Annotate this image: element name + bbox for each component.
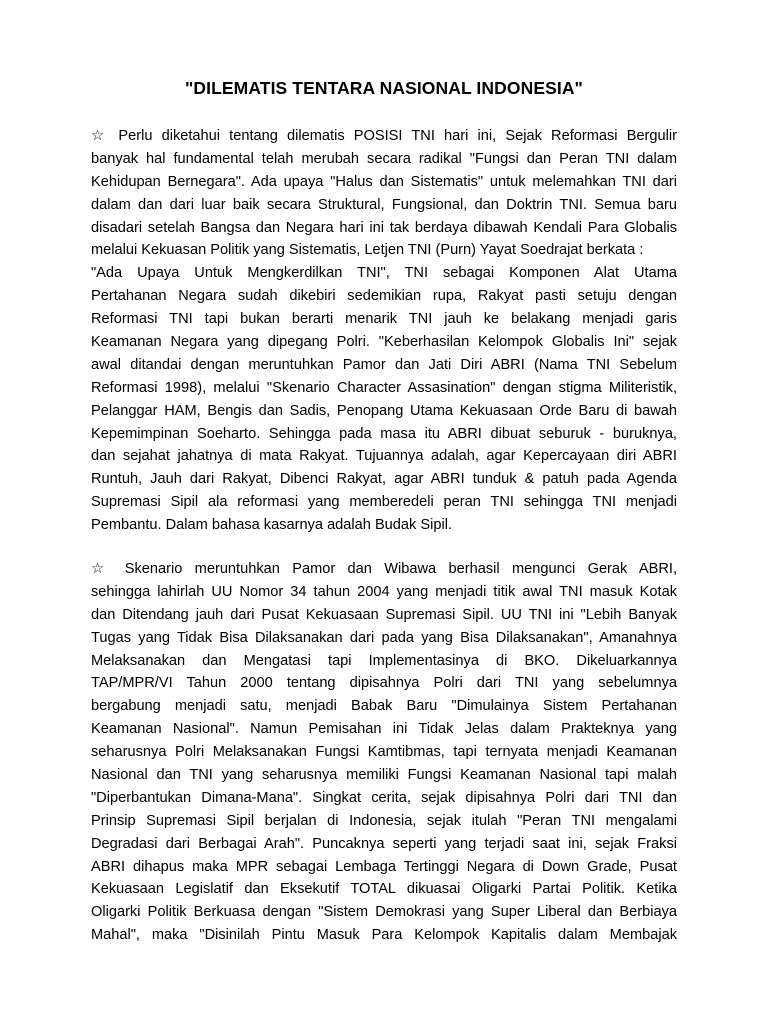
- text-line: Mahal", maka "Disinilah Pintu Masuk Para Kelompok Kapitalis dalam Membajak: [91, 927, 677, 944]
- text-line: seharusnya Polri Melaksanakan Fungsi Kamtibmas, tapi ternyata menjadi Keamanan: [91, 744, 677, 761]
- text-line: Reformasi 1998), melalui "Skenario Character Assasination" dengan stigma Militeristik,: [91, 379, 677, 396]
- text-line: disadari setelah Bangsa dan Negara hari ini tak berdaya dibawah Kendali Para Globalis: [91, 219, 677, 236]
- text-line: Nasional dan TNI yang seharusnya memiliki Fungsi Keamanan Nasional tapi malah: [91, 767, 677, 784]
- text-line: dan Ditendang jauh dari Pusat Kekuasaan Supremasi Sipil. UU TNI ini "Lebih Banyak: [91, 606, 677, 623]
- text-line: Supremasi Sipil ala reformasi yang memberedeli peran TNI sehingga TNI menjadi: [91, 494, 677, 511]
- text-line: Keamanan Nasional". Namun Pemisahan ini Tidak Jelas dalam Prakteknya yang: [91, 721, 677, 738]
- text-line: Runtuh, Jauh dari Rakyat, Dibenci Rakyat, agar ABRI tunduk & patuh pada Agenda: [91, 471, 677, 488]
- text-line: Melaksanakan dan Mengatasi tapi Implementasinya di BKO. Dikeluarkannya: [91, 652, 677, 669]
- text-line: "Ada Upaya Untuk Mengkerdilkan TNI", TNI sebagai Komponen Alat Utama: [91, 265, 677, 282]
- text-line: Pelanggar HAM, Bengis dan Sadis, Penopang Utama Kekuasaan Orde Baru di bawah: [91, 402, 677, 419]
- text-line: ☆ Skenario meruntuhkan Pamor dan Wibawa berhasil mengunci Gerak ABRI,: [91, 561, 677, 577]
- text-line: Reformasi TNI tapi bukan berarti menarik TNI jauh ke belakang menjadi garis: [91, 311, 677, 328]
- text-line: dan sejahat jahatnya di mata Rakyat. Tujuannya adalah, agar Kepercayaan diri ABRI: [91, 448, 677, 465]
- text-line: melalui Kekuasan Politik yang Sistematis, Letjen TNI (Purn) Yayat Soedrajat berkata :: [91, 242, 644, 259]
- text-line: Prinsip Supremasi Sipil berjalan di Indonesia, sejak itulah "Peran TNI mengalami: [91, 812, 677, 829]
- text-line: bergabung menjadi satu, menjadi Babak Baru "Dimulainya Sistem Pertahanan: [91, 698, 677, 715]
- text-line: sehingga lahirlah UU Nomor 34 tahun 2004 yang menjadi titik awal TNI masuk Kotak: [91, 583, 677, 600]
- text-line: Tugas yang Tidak Bisa Dilaksanakan dari pada yang Bisa Dilaksanakan", Amanahnya: [91, 629, 677, 646]
- text-line: "Diperbantukan Dimana-Mana". Singkat cerita, sejak dipisahnya Polri dari TNI dan: [91, 789, 677, 806]
- paragraph-2: [91, 558, 677, 947]
- text-line: awal ditandai dengan meruntuhkan Pamor dan Jati Diri ABRI (Nama TNI Sebelum: [91, 356, 677, 373]
- text-line: ☆ Perlu diketahui tentang dilematis POSISI TNI hari ini, Sejak Reformasi Bergulir: [91, 128, 677, 144]
- text-line: Kehidupan Bernegara". Ada upaya "Halus dan Sistematis" untuk melemahkan TNI dari: [91, 173, 677, 190]
- text-line: Kekuasaan Legislatif dan Eksekutif TOTAL dikuasai Oligarki Partai Politik. Ketika: [91, 881, 677, 898]
- text-line: Oligarki Politik Berkuasa dengan "Sistem Demokrasi yang Super Liberal dan Berbiaya: [91, 904, 677, 921]
- text-line: Degradasi dari Berbagai Arah". Puncaknya seperti yang terjadi saat ini, sejak Fraksi: [91, 835, 677, 852]
- text-line: Pembantu. Dalam bahasa kasarnya adalah Budak Sipil.: [91, 517, 453, 534]
- text-line: dalam dan dari luar baik secara Struktural, Fungsional, dan Doktrin TNI. Semua baru: [91, 196, 677, 213]
- document-title: "DILEMATIS TENTARA NASIONAL INDONESIA": [185, 78, 583, 98]
- text-line: banyak hal fundamental telah merubah secara radikal "Fungsi dan Peran TNI dalam: [91, 150, 677, 167]
- text-line: Kepemimpinan Soeharto. Sehingga pada masa itu ABRI dibuat seburuk - buruknya,: [91, 425, 677, 442]
- text-line: Keamanan Negara yang dipegang Polri. "Keberhasilan Kelompok Globalis Ini" sejak: [91, 334, 677, 351]
- text-line: ABRI dihapus maka MPR sebagai Lembaga Tertinggi Negara di Down Grade, Pusat: [91, 858, 677, 875]
- text-line: Pertahanan Negara sudah dikebiri sedemikian rupa, Rakyat pasti setuju dengan: [91, 288, 677, 305]
- text-line: TAP/MPR/VI Tahun 2000 tentang dipisahnya Polri dari TNI yang sebelumnya: [91, 675, 677, 692]
- paragraph-1: [91, 125, 677, 537]
